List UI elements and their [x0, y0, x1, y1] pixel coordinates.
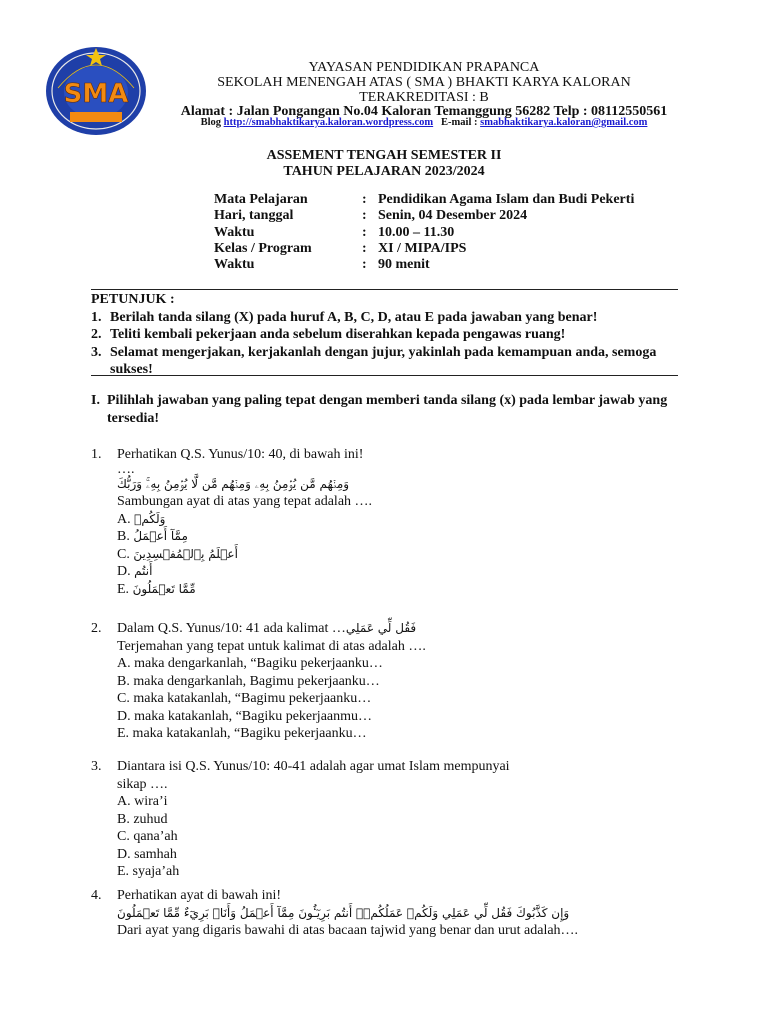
instruction-text: Berilah tanda silang (X) pada huruf A, B, C, D, atau E pada jawaban yang benar! — [110, 309, 598, 325]
option-letter: C. — [117, 546, 130, 562]
option-e[interactable]: E. maka katakanlah, “Bagiku pekerjaanku… — [117, 726, 367, 741]
arabic-verse — [117, 905, 570, 923]
option-a[interactable] — [117, 511, 711, 529]
info-label: Hari, tanggal — [214, 208, 294, 224]
option-d[interactable]: D. maka katakanlah, “Bagiku pekerjaanmu… — [117, 708, 373, 724]
school-logo — [44, 44, 148, 136]
info-value: XI / MIPA/IPS — [378, 240, 467, 256]
option-letter: E. — [117, 581, 130, 597]
info-value: Pendidikan Agama Islam dan Budi Pekerti — [378, 192, 635, 207]
instruction-item — [91, 326, 681, 344]
question-stem: Dalam Q.S. Yunus/10: 41 ada kalimat … — [117, 621, 346, 636]
option-c[interactable]: C. qana’ah — [117, 829, 178, 844]
option-letter: A. — [117, 511, 131, 527]
accreditation: TERAKREDITASI : B — [359, 90, 489, 105]
info-label: Mata Pelajaran — [214, 192, 308, 207]
section-heading — [91, 392, 691, 427]
question-stem: Perhatikan ayat di bawah ini! — [117, 888, 282, 903]
info-colon: : — [362, 240, 367, 256]
exam-title: ASSEMENT TENGAH SEMESTER II — [266, 148, 502, 163]
option-c[interactable] — [117, 546, 711, 564]
email-label: E-mail : — [441, 117, 478, 128]
option-letter: D. — [117, 564, 131, 579]
option-b[interactable] — [117, 528, 711, 546]
section-number: I. — [91, 393, 100, 408]
instruction-number: 3. — [91, 344, 102, 360]
question-prompt: Terjemahan yang tepat untuk kalimat di atas adalah …. — [117, 638, 426, 654]
question-3 — [91, 758, 711, 881]
foundation-name: YAYASAN PENDIDIKAN PRAPANCA — [308, 60, 540, 75]
option-text: مِّمَّا تَعۡمَلُونَ — [132, 581, 196, 596]
question-number: 1. — [91, 447, 102, 462]
question-stem: Diantara isi Q.S. Yunus/10: 40-41 adalah agar umat Islam mempunyai — [117, 759, 510, 774]
ellipsis: …. — [117, 461, 135, 477]
option-letter: B. — [117, 529, 130, 544]
question-2 — [91, 620, 711, 743]
divider-top — [91, 289, 678, 290]
arabic-text: وَإِن كَذَّبُوكَ فَقُل لِّي عَمَلِي وَلَكُمۡ عَمَلُكُمۡۖ أَنتُم بَرِيٓـُٔونَ مِمَّآ أَعۡمَلُ وَأَنَا۠ بَرِيٓءٌ مِّمَّا تَعۡمَلُونَ — [117, 905, 570, 920]
option-b[interactable]: B. maka dengarkanlah, Bagimu pekerjaanku… — [117, 673, 380, 689]
info-value: 90 menit — [378, 257, 430, 273]
school-name: SEKOLAH MENENGAH ATAS ( SMA ) BHAKTI KARYA KALORAN — [217, 75, 631, 90]
question-prompt: Sambungan ayat di atas yang tepat adalah …. — [117, 494, 373, 509]
info-value: Senin, 04 Desember 2024 — [378, 208, 528, 224]
question-number: 2. — [91, 621, 102, 636]
info-label: Waktu — [214, 224, 255, 240]
option-d[interactable]: D. samhah — [117, 846, 177, 862]
instruction-item — [91, 309, 681, 327]
instruction-number: 2. — [91, 327, 102, 342]
school-address: Alamat : Jalan Pongangan No.04 Kaloran Temanggung 56282 Telp : 08112550561 — [180, 104, 668, 119]
blog-label: Blog — [200, 117, 221, 128]
divider-bottom — [91, 375, 678, 376]
instruction-number: 1. — [91, 309, 102, 325]
option-a[interactable]: A. maka dengarkanlah, “Bagiku pekerjaanku… — [117, 656, 383, 671]
option-a[interactable]: A. wira’i — [117, 794, 168, 809]
info-value: 10.00 – 11.30 — [378, 224, 455, 240]
info-colon: : — [362, 192, 367, 207]
instruction-text: Selamat mengerjakan, kerjakanlah dengan jujur, yakinlah pada kemampuan anda, semoga sukses! — [110, 344, 657, 377]
question-stem: Perhatikan Q.S. Yunus/10: 40, di bawah ini! — [117, 447, 364, 462]
question-prompt: Dari ayat yang digaris bawahi di atas bacaan tajwid yang benar dan urut adalah…. — [117, 923, 579, 938]
arabic-text: فَقُل لِّي عَمَلِي — [345, 621, 417, 635]
arabic-text: وَمِنۡهُم مَّن يُؤۡمِنُ بِهِۦ وَمِنۡهُم مَّن لَّا يُؤۡمِنُ بِهِۦۚ وَرَبُّكَ — [117, 476, 350, 491]
option-b[interactable]: B. zuhud — [117, 811, 168, 827]
question-1 — [91, 446, 711, 598]
question-stem-cont: sikap …. — [117, 776, 168, 792]
option-text: أَنتُم — [134, 564, 153, 578]
info-colon: : — [362, 208, 367, 224]
question-4 — [91, 887, 711, 940]
question-number: 4. — [91, 888, 102, 903]
question-number: 3. — [91, 759, 102, 774]
arabic-verse — [117, 476, 711, 494]
blog-link[interactable]: http://smabhaktikarya.kaloran.wordpress.com — [223, 117, 434, 128]
contact-line — [140, 117, 708, 129]
instructions — [91, 291, 681, 379]
option-c[interactable]: C. maka katakanlah, “Bagimu pekerjaanku… — [117, 691, 372, 706]
email-link[interactable]: smabhaktikarya.kaloran@gmail.com — [480, 117, 648, 128]
option-text: مِمَّآ أَعۡمَلُ — [133, 529, 188, 543]
option-text: أَعۡلَمُ بِٱلۡمُفۡسِدِينَ — [133, 546, 238, 561]
option-e[interactable]: E. syaja’ah — [117, 864, 180, 879]
academic-year: TAHUN PELAJARAN 2023/2024 — [283, 164, 485, 179]
info-label: Waktu — [214, 257, 255, 273]
instruction-text: Teliti kembali pekerjaan anda sebelum diserahkan kepada pengawas ruang! — [110, 327, 566, 342]
logo-text: SMA — [63, 79, 129, 109]
info-colon: : — [362, 224, 367, 240]
info-colon: : — [362, 257, 367, 273]
option-text: وَلَكُمۡ — [134, 511, 166, 526]
option-d[interactable] — [117, 563, 711, 581]
instruction-item — [91, 344, 681, 379]
section-text: Pilihlah jawaban yang paling tepat dengan memberi tanda silang (x) pada lembar jawab yang tersedia! — [107, 393, 668, 426]
instructions-heading: PETUNJUK : — [91, 292, 175, 307]
info-label: Kelas / Program — [214, 240, 312, 256]
option-e[interactable] — [117, 581, 711, 599]
